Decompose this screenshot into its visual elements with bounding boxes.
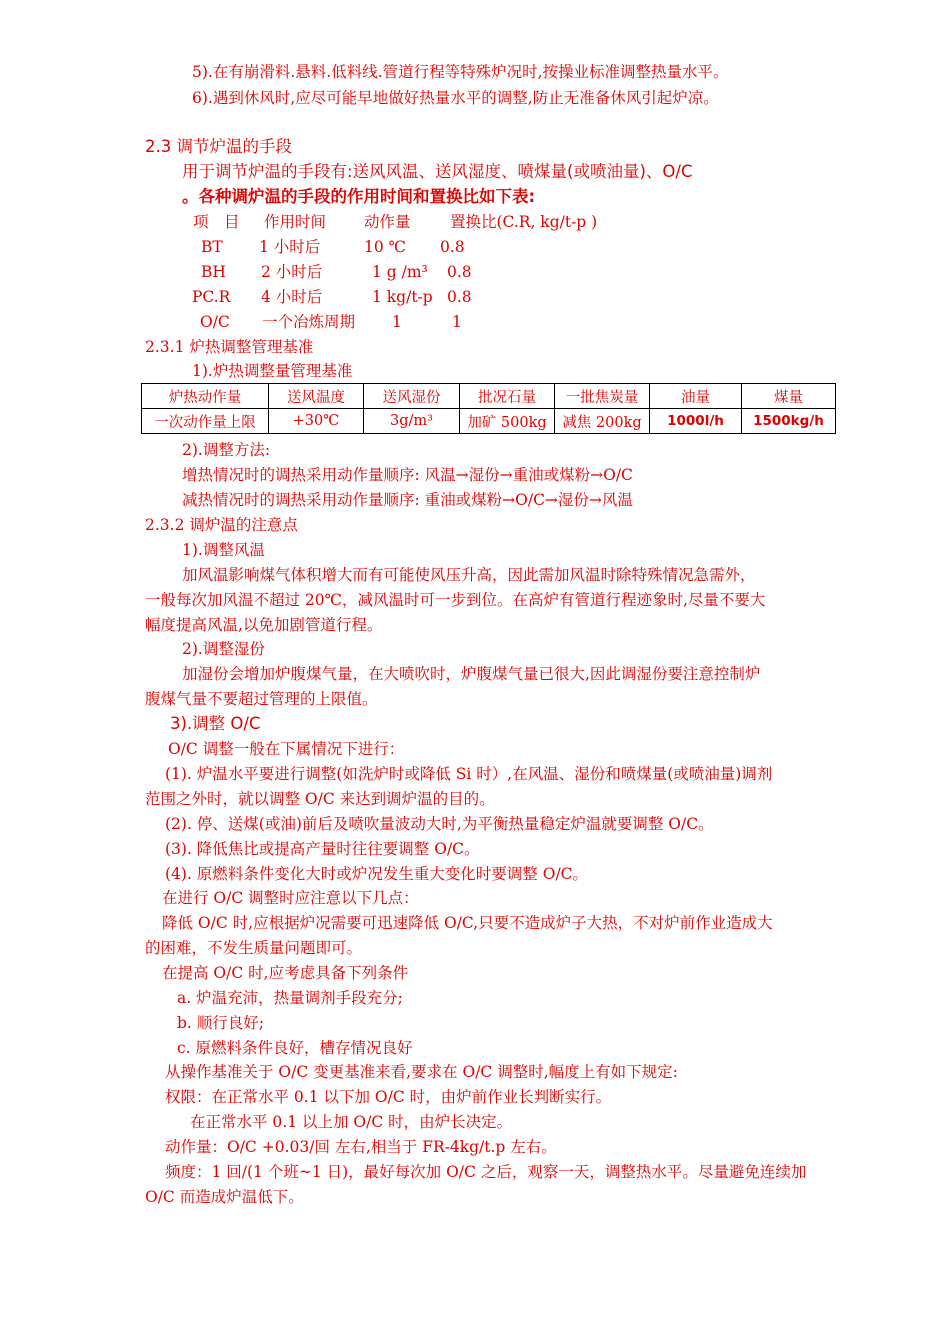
frequency-line-1: 频度：1 回/(1 个班~1 日)，最好每次加 O/C 之后，观察一天，调整热水平。尽量避免连续加 bbox=[165, 1163, 807, 1181]
lower-oc-line-2: 的困难，不发生质量问题即可。 bbox=[145, 939, 363, 957]
subsection-1-title: 1).炉热调整量管理基准 bbox=[192, 362, 353, 380]
spec-row-pcr-amount: 1 kg/t-p bbox=[372, 288, 433, 306]
table-row bbox=[142, 409, 836, 434]
table-cell: +30℃ bbox=[269, 409, 364, 434]
intro-item-6: 6).遇到休风时,应尽可能早地做好热量水平的调整,防止无准备休风引起炉凉。 bbox=[192, 89, 719, 107]
section-2-3-2-heading: 2.3.2 调炉温的注意点 bbox=[145, 516, 298, 534]
oc-case-1-line-2: 范围之外时，就以调整 O/C 来达到调炉温的目的。 bbox=[145, 790, 495, 808]
spec-row-pcr-ratio: 0.8 bbox=[447, 288, 472, 306]
table-header-cell: 油量 bbox=[650, 384, 742, 409]
spec-row-bh-ratio: 0.8 bbox=[447, 263, 472, 281]
section-2-3-1-heading: 2.3.1 炉热调整管理基准 bbox=[145, 338, 314, 356]
spec-header-ratio: 置换比(C.R, kg/t-p ) bbox=[450, 213, 598, 231]
item-1-title: 1).调整风温 bbox=[182, 541, 265, 559]
oc-notes-heading: 在进行 O/C 调整时应注意以下几点： bbox=[162, 889, 419, 907]
standard-heading: 从操作基准关于 O/C 变更基准来看,要求在 O/C 调整时,幅度上有如下规定: bbox=[165, 1063, 678, 1081]
spec-row-pcr-item: PC.R bbox=[192, 288, 231, 306]
spec-row-bh-amount: 1 g /m³ bbox=[372, 263, 428, 281]
paragraph-line: 幅度提高风温,以免加剧管道行程。 bbox=[145, 616, 383, 634]
section-2-3-heading: 2.3 调节炉温的手段 bbox=[145, 137, 292, 156]
paragraph-line: 一般每次加风温不超过 20℃，减风温时可一步到位。在高炉有管道行程迹象时,尽量不要大 bbox=[145, 591, 766, 609]
paragraph-line: 腹煤气量不要超过管理的上限值。 bbox=[145, 690, 378, 708]
spec-header-amount: 动作量 bbox=[364, 213, 411, 231]
heat-adjustment-table bbox=[141, 383, 836, 434]
table-cell: 减焦 200kg bbox=[555, 409, 650, 434]
table-cell: 1500kg/h bbox=[742, 409, 836, 434]
spec-row-bt-item: BT bbox=[201, 238, 223, 256]
raise-oc-heading: 在提高 O/C 时,应考虑具备下列条件 bbox=[162, 964, 409, 982]
spec-row-pcr-time: 4 小时后 bbox=[261, 288, 323, 306]
condition-b: b. 顺行良好; bbox=[177, 1014, 264, 1032]
condition-a: a. 炉温充沛，热量调剂手段充分; bbox=[177, 989, 403, 1007]
spec-row-bh-item: BH bbox=[201, 263, 226, 281]
spec-row-oc-ratio: 1 bbox=[452, 313, 462, 331]
decrease-heat-order: 减热情况时的调热采用动作量顺序: 重油或煤粉→O/C→湿份→风温 bbox=[182, 491, 633, 509]
table-header-row bbox=[142, 384, 836, 409]
intro-item-5: 5).在有崩滑料.悬料.低料线.管道行程等特殊炉况时,按操业标准调整热量水平。 bbox=[192, 63, 729, 81]
paragraph-line: 加风温影响煤气体积增大而有可能使风压升高，因此需加风温时除特殊情况急需外， bbox=[182, 566, 756, 584]
table-cell: 一次动作量上限 bbox=[142, 409, 269, 434]
oc-case-2: (2). 停、送煤(或油)前后及喷吹量波动大时,为平衡热量稳定炉温就要调整 O/C。 bbox=[165, 815, 714, 833]
table-header-cell: 煤量 bbox=[742, 384, 836, 409]
section-2-3-lead-1: 用于调节炉温的手段有:送风风温、送风湿度、喷煤量(或喷油量)、O/C bbox=[182, 162, 693, 181]
table-cell: 1000l/h bbox=[650, 409, 742, 434]
oc-case-4: (4). 原燃料条件变化大时或炉况发生重大变化时要调整 O/C。 bbox=[165, 865, 589, 883]
spec-row-bt-time: 1 小时后 bbox=[259, 238, 321, 256]
section-2-3-lead-2: 。各种调炉温的手段的作用时间和置换比如下表: bbox=[182, 187, 536, 206]
oc-intro: O/C 调整一般在下属情况下进行： bbox=[168, 740, 405, 758]
authority-line-2: 在正常水平 0.1 以上加 O/C 时，由炉长决定。 bbox=[190, 1113, 513, 1131]
increase-heat-order: 增热情况时的调热采用动作量顺序: 风温→湿份→重油或煤粉→O/C bbox=[182, 466, 633, 484]
table-cell: 加矿 500kg bbox=[460, 409, 555, 434]
lower-oc-line-1: 降低 O/C 时,应根据炉况需要可迅速降低 O/C,只要不造成炉子大热，不对炉前作业造成大 bbox=[162, 914, 773, 932]
oc-case-1-line-1: (1). 炉温水平要进行调整(如洗炉时或降低 Si 时）,在风温、湿份和喷煤量(或喷油量)调剂 bbox=[165, 765, 773, 783]
spec-row-bt-ratio: 0.8 bbox=[440, 238, 465, 256]
table-header-cell: 批况石量 bbox=[460, 384, 555, 409]
frequency-line-2: O/C 而造成炉温低下。 bbox=[145, 1188, 304, 1206]
table-header-cell: 炉热动作量 bbox=[142, 384, 269, 409]
spec-header-time: 作用时间 bbox=[264, 213, 327, 231]
table-header-cell: 送风温度 bbox=[269, 384, 364, 409]
item-2-title: 2).调整湿份 bbox=[182, 640, 265, 658]
table-header-cell: 送风湿份 bbox=[364, 384, 460, 409]
spec-row-oc-item: O/C bbox=[200, 313, 230, 331]
spec-row-bt-amount: 10 ℃ bbox=[364, 238, 406, 256]
spec-header-item: 项 目 bbox=[193, 213, 240, 231]
oc-case-3: (3). 降低焦比或提高产量时往往要调整 O/C。 bbox=[165, 840, 480, 858]
spec-row-oc-amount: 1 bbox=[392, 313, 402, 331]
item-3-title: 3).调整 O/C bbox=[170, 714, 261, 733]
condition-c: c. 原燃料条件良好，槽存情况良好 bbox=[177, 1039, 413, 1057]
table-header-cell: 一批焦炭量 bbox=[555, 384, 650, 409]
subsection-2-title: 2).调整方法: bbox=[182, 441, 271, 459]
action-amount: 动作量：O/C +0.03/回 左右,相当于 FR-4kg/t.p 左右。 bbox=[165, 1138, 557, 1156]
spec-row-bh-time: 2 小时后 bbox=[261, 263, 323, 281]
paragraph-line: 加湿份会增加炉腹煤气量，在大喷吹时，炉腹煤气量已很大,因此调湿份要注意控制炉 bbox=[182, 665, 761, 683]
spec-row-oc-time: 一个冶炼周期 bbox=[262, 313, 356, 331]
table-cell: 3g/m³ bbox=[364, 409, 460, 434]
authority-line-1: 权限：在正常水平 0.1 以下加 O/C 时，由炉前作业长判断实行。 bbox=[165, 1088, 612, 1106]
